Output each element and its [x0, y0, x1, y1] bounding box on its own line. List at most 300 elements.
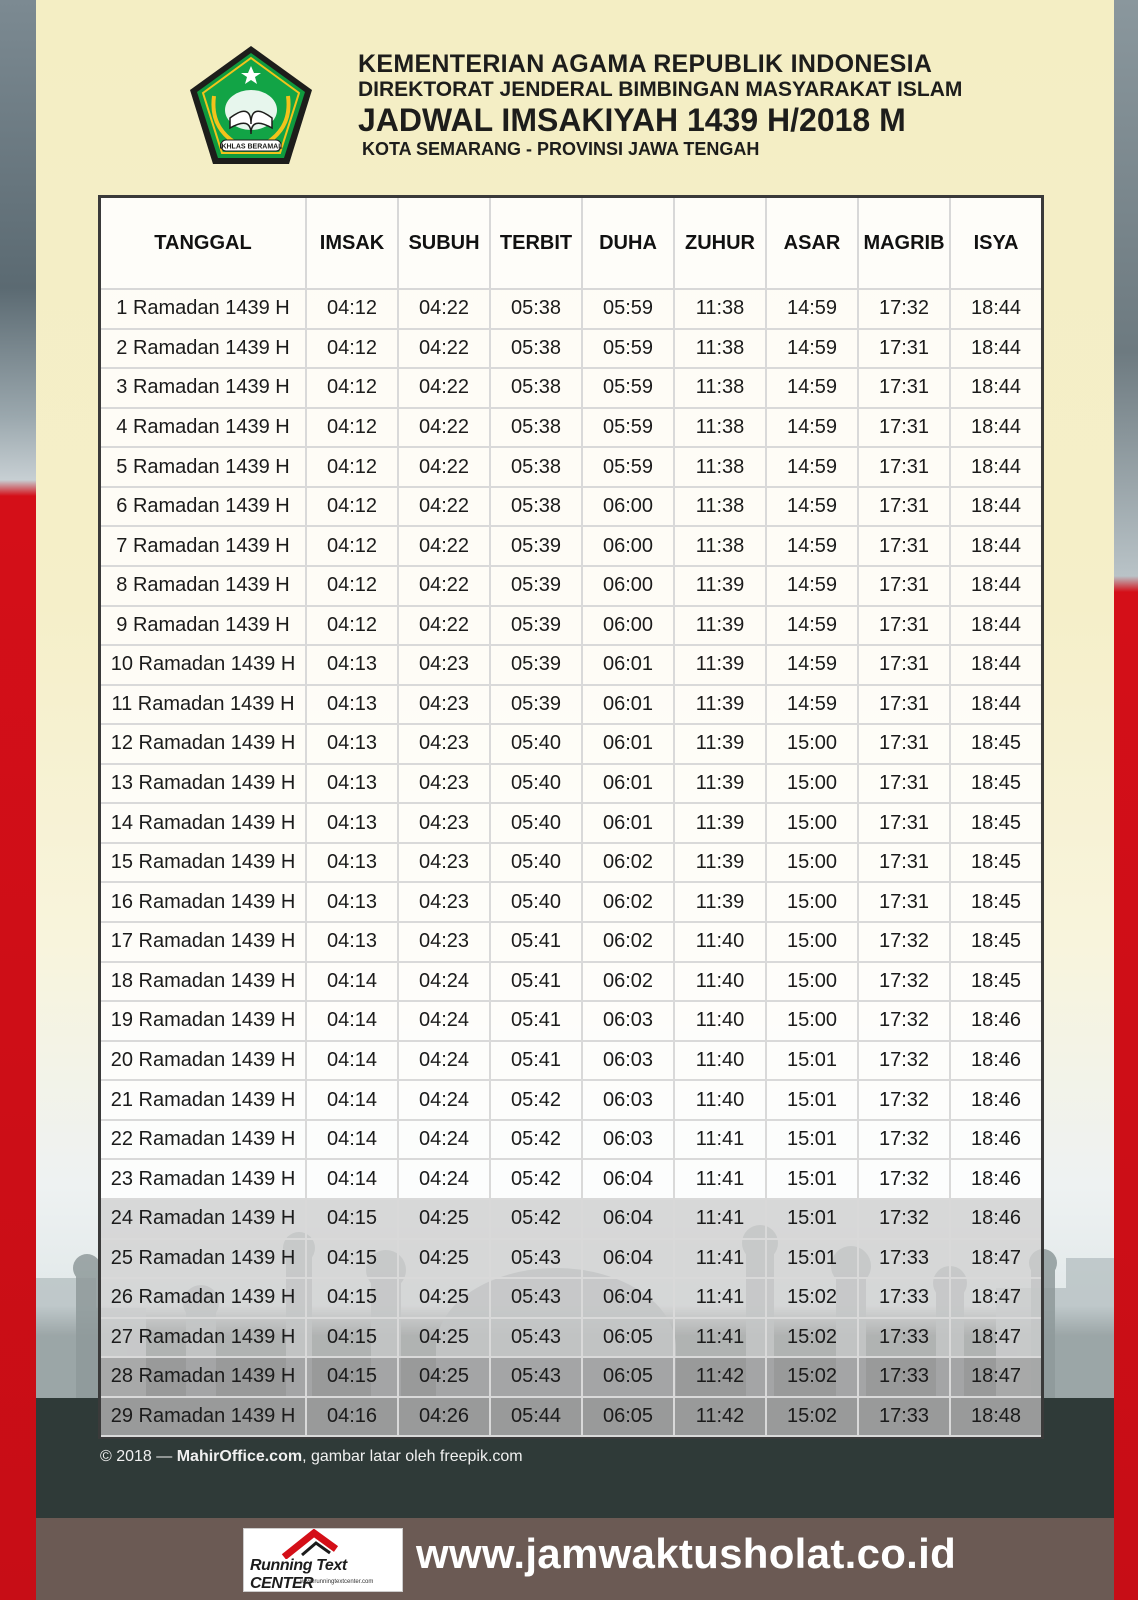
cell-duha: 06:04 — [582, 1239, 674, 1279]
cell-asar: 14:59 — [766, 329, 858, 369]
cell-isya: 18:45 — [950, 843, 1041, 883]
cell-zuhur: 11:39 — [674, 685, 766, 725]
table-row — [101, 329, 1041, 369]
cell-tanggal: 19 Ramadan 1439 H — [101, 1001, 306, 1041]
cell-magrib: 17:32 — [858, 1159, 950, 1199]
cell-isya: 18:46 — [950, 1001, 1041, 1041]
cell-duha: 06:01 — [582, 803, 674, 843]
cell-isya: 18:44 — [950, 685, 1041, 725]
table-row — [101, 1318, 1041, 1358]
cell-subuh: 04:22 — [398, 329, 490, 369]
table-header-row — [101, 198, 1041, 289]
kemenag-logo — [188, 44, 314, 168]
cell-zuhur: 11:40 — [674, 1080, 766, 1120]
cell-imsak: 04:14 — [306, 1080, 398, 1120]
cell-tanggal: 21 Ramadan 1439 H — [101, 1080, 306, 1120]
cell-terbit: 05:42 — [490, 1120, 582, 1160]
cell-subuh: 04:25 — [398, 1199, 490, 1239]
table-row — [101, 1397, 1041, 1437]
cell-subuh: 04:22 — [398, 368, 490, 408]
cell-imsak: 04:13 — [306, 882, 398, 922]
ministry-name: KEMENTERIAN AGAMA REPUBLIK INDONESIA — [358, 50, 933, 78]
cell-subuh: 04:25 — [398, 1239, 490, 1279]
cell-tanggal: 11 Ramadan 1439 H — [101, 685, 306, 725]
table-row — [101, 685, 1041, 725]
header — [36, 40, 1114, 180]
cell-isya: 18:44 — [950, 487, 1041, 527]
cell-zuhur: 11:39 — [674, 724, 766, 764]
cell-subuh: 04:23 — [398, 803, 490, 843]
cell-subuh: 04:24 — [398, 962, 490, 1002]
cell-terbit: 05:41 — [490, 1041, 582, 1081]
cell-tanggal: 10 Ramadan 1439 H — [101, 645, 306, 685]
cell-asar: 15:02 — [766, 1397, 858, 1437]
cell-magrib: 17:31 — [858, 803, 950, 843]
cell-magrib: 17:32 — [858, 922, 950, 962]
cell-magrib: 17:31 — [858, 408, 950, 448]
cell-asar: 15:01 — [766, 1159, 858, 1199]
cell-imsak: 04:12 — [306, 487, 398, 527]
cell-isya: 18:46 — [950, 1199, 1041, 1239]
cell-magrib: 17:31 — [858, 882, 950, 922]
table-row — [101, 487, 1041, 527]
cell-asar: 15:01 — [766, 1199, 858, 1239]
cell-terbit: 05:39 — [490, 566, 582, 606]
cell-subuh: 04:23 — [398, 764, 490, 804]
cell-asar: 15:02 — [766, 1357, 858, 1397]
cell-tanggal: 5 Ramadan 1439 H — [101, 447, 306, 487]
cell-duha: 06:01 — [582, 685, 674, 725]
cell-tanggal: 25 Ramadan 1439 H — [101, 1239, 306, 1279]
cell-terbit: 05:40 — [490, 803, 582, 843]
cell-zuhur: 11:42 — [674, 1357, 766, 1397]
cell-duha: 05:59 — [582, 447, 674, 487]
cell-zuhur: 11:40 — [674, 1001, 766, 1041]
cell-tanggal: 4 Ramadan 1439 H — [101, 408, 306, 448]
cell-imsak: 04:12 — [306, 566, 398, 606]
table-row — [101, 526, 1041, 566]
cell-magrib: 17:31 — [858, 724, 950, 764]
cell-asar: 15:01 — [766, 1080, 858, 1120]
cell-tanggal: 7 Ramadan 1439 H — [101, 526, 306, 566]
cell-subuh: 04:25 — [398, 1278, 490, 1318]
bottom-bar — [36, 1518, 1114, 1600]
cell-magrib: 17:33 — [858, 1397, 950, 1437]
cell-subuh: 04:25 — [398, 1357, 490, 1397]
copyright-site: MahirOffice.com — [176, 1448, 303, 1465]
table-row — [101, 1120, 1041, 1160]
cell-imsak: 04:13 — [306, 922, 398, 962]
cell-subuh: 04:23 — [398, 882, 490, 922]
cell-terbit: 05:40 — [490, 882, 582, 922]
cell-isya: 18:46 — [950, 1120, 1041, 1160]
cell-terbit: 05:38 — [490, 447, 582, 487]
cell-imsak: 04:13 — [306, 685, 398, 725]
cell-zuhur: 11:39 — [674, 566, 766, 606]
cell-imsak: 04:12 — [306, 606, 398, 646]
cell-duha: 06:04 — [582, 1199, 674, 1239]
cell-imsak: 04:15 — [306, 1199, 398, 1239]
cell-zuhur: 11:41 — [674, 1278, 766, 1318]
cell-duha: 06:01 — [582, 764, 674, 804]
cell-zuhur: 11:39 — [674, 803, 766, 843]
cell-zuhur: 11:41 — [674, 1120, 766, 1160]
cell-duha: 05:59 — [582, 289, 674, 329]
cell-isya: 18:44 — [950, 329, 1041, 369]
cell-duha: 05:59 — [582, 329, 674, 369]
cell-isya: 18:44 — [950, 606, 1041, 646]
cell-isya: 18:45 — [950, 724, 1041, 764]
cell-terbit: 05:43 — [490, 1278, 582, 1318]
cell-tanggal: 9 Ramadan 1439 H — [101, 606, 306, 646]
cell-subuh: 04:24 — [398, 1159, 490, 1199]
table-row — [101, 606, 1041, 646]
cell-imsak: 04:16 — [306, 1397, 398, 1437]
cell-asar: 14:59 — [766, 487, 858, 527]
cell-asar: 15:00 — [766, 922, 858, 962]
cell-imsak: 04:12 — [306, 329, 398, 369]
cell-terbit: 05:42 — [490, 1080, 582, 1120]
cell-magrib: 17:31 — [858, 645, 950, 685]
cell-duha: 06:03 — [582, 1001, 674, 1041]
table-row — [101, 724, 1041, 764]
cell-magrib: 17:31 — [858, 764, 950, 804]
cell-terbit: 05:38 — [490, 289, 582, 329]
cell-magrib: 17:31 — [858, 606, 950, 646]
table-row — [101, 1001, 1041, 1041]
cell-imsak: 04:14 — [306, 1120, 398, 1160]
cell-asar: 15:02 — [766, 1278, 858, 1318]
table-row — [101, 962, 1041, 1002]
table-row — [101, 882, 1041, 922]
cell-imsak: 04:13 — [306, 645, 398, 685]
cell-duha: 06:01 — [582, 724, 674, 764]
cell-isya: 18:46 — [950, 1080, 1041, 1120]
col-header-tanggal: TANGGAL — [101, 198, 306, 289]
cell-magrib: 17:31 — [858, 566, 950, 606]
cell-asar: 15:00 — [766, 803, 858, 843]
cell-terbit: 05:38 — [490, 368, 582, 408]
cell-tanggal: 14 Ramadan 1439 H — [101, 803, 306, 843]
website-url[interactable]: www.jamwaktusholat.co.id — [416, 1530, 957, 1577]
cell-duha: 05:59 — [582, 368, 674, 408]
cell-duha: 06:00 — [582, 566, 674, 606]
cell-subuh: 04:22 — [398, 606, 490, 646]
cell-subuh: 04:22 — [398, 526, 490, 566]
frame-left — [0, 0, 36, 1600]
cell-imsak: 04:13 — [306, 803, 398, 843]
cell-duha: 06:02 — [582, 882, 674, 922]
cell-duha: 06:05 — [582, 1318, 674, 1358]
table-row — [101, 1278, 1041, 1318]
cell-duha: 06:03 — [582, 1120, 674, 1160]
cell-asar: 14:59 — [766, 645, 858, 685]
cell-subuh: 04:23 — [398, 922, 490, 962]
cell-magrib: 17:32 — [858, 1001, 950, 1041]
cell-isya: 18:47 — [950, 1357, 1041, 1397]
cell-terbit: 05:44 — [490, 1397, 582, 1437]
cell-terbit: 05:38 — [490, 487, 582, 527]
cell-imsak: 04:15 — [306, 1318, 398, 1358]
cell-magrib: 17:31 — [858, 487, 950, 527]
cell-terbit: 05:41 — [490, 962, 582, 1002]
cell-subuh: 04:22 — [398, 289, 490, 329]
col-header-asar: ASAR — [766, 198, 858, 289]
cell-subuh: 04:23 — [398, 645, 490, 685]
cell-isya: 18:47 — [950, 1278, 1041, 1318]
cell-zuhur: 11:40 — [674, 922, 766, 962]
table-body — [101, 289, 1041, 1436]
rtc-brand: Running Text CENTER — [250, 1557, 347, 1592]
location: KOTA SEMARANG - PROVINSI JAWA TENGAH — [362, 139, 760, 159]
table-row — [101, 368, 1041, 408]
directorate-name: DIREKTORAT JENDERAL BIMBINGAN MASYARAKAT ISLAM — [358, 78, 963, 101]
table-row — [101, 803, 1041, 843]
cell-magrib: 17:33 — [858, 1278, 950, 1318]
cell-duha: 06:04 — [582, 1159, 674, 1199]
cell-subuh: 04:23 — [398, 724, 490, 764]
cell-subuh: 04:22 — [398, 566, 490, 606]
cell-zuhur: 11:41 — [674, 1199, 766, 1239]
cell-magrib: 17:31 — [858, 526, 950, 566]
cell-imsak: 04:12 — [306, 526, 398, 566]
cell-isya: 18:44 — [950, 289, 1041, 329]
cell-tanggal: 24 Ramadan 1439 H — [101, 1199, 306, 1239]
cell-subuh: 04:22 — [398, 487, 490, 527]
cell-subuh: 04:22 — [398, 408, 490, 448]
cell-magrib: 17:32 — [858, 962, 950, 1002]
cell-magrib: 17:32 — [858, 1199, 950, 1239]
cell-tanggal: 16 Ramadan 1439 H — [101, 882, 306, 922]
cell-imsak: 04:12 — [306, 368, 398, 408]
col-header-subuh: SUBUH — [398, 198, 490, 289]
cell-tanggal: 13 Ramadan 1439 H — [101, 764, 306, 804]
table-row — [101, 1041, 1041, 1081]
cell-zuhur: 11:38 — [674, 447, 766, 487]
cell-tanggal: 17 Ramadan 1439 H — [101, 922, 306, 962]
cell-zuhur: 11:38 — [674, 408, 766, 448]
table-row — [101, 1080, 1041, 1120]
table-row — [101, 922, 1041, 962]
cell-isya: 18:44 — [950, 447, 1041, 487]
cell-duha: 06:05 — [582, 1397, 674, 1437]
cell-isya: 18:45 — [950, 882, 1041, 922]
cell-duha: 06:02 — [582, 962, 674, 1002]
table-row — [101, 645, 1041, 685]
cell-duha: 06:03 — [582, 1041, 674, 1081]
cell-subuh: 04:24 — [398, 1080, 490, 1120]
cell-zuhur: 11:40 — [674, 962, 766, 1002]
table-row — [101, 1199, 1041, 1239]
cell-zuhur: 11:41 — [674, 1239, 766, 1279]
cell-imsak: 04:14 — [306, 1041, 398, 1081]
cell-duha: 06:05 — [582, 1357, 674, 1397]
table-row — [101, 764, 1041, 804]
cell-isya: 18:47 — [950, 1318, 1041, 1358]
cell-magrib: 17:32 — [858, 1041, 950, 1081]
cell-zuhur: 11:39 — [674, 843, 766, 883]
cell-terbit: 05:40 — [490, 764, 582, 804]
cell-terbit: 05:42 — [490, 1199, 582, 1239]
cell-duha: 06:00 — [582, 526, 674, 566]
cell-asar: 14:59 — [766, 368, 858, 408]
copyright-suffix: , gambar latar oleh freepik.com — [302, 1448, 523, 1465]
cell-zuhur: 11:39 — [674, 764, 766, 804]
rtc-roof-icon — [244, 1529, 404, 1559]
cell-imsak: 04:13 — [306, 764, 398, 804]
cell-magrib: 17:32 — [858, 1120, 950, 1160]
table-row — [101, 843, 1041, 883]
cell-terbit: 05:43 — [490, 1239, 582, 1279]
table-row — [101, 566, 1041, 606]
cell-isya: 18:44 — [950, 526, 1041, 566]
cell-magrib: 17:33 — [858, 1239, 950, 1279]
cell-duha: 06:01 — [582, 645, 674, 685]
cell-asar: 15:01 — [766, 1041, 858, 1081]
cell-subuh: 04:24 — [398, 1041, 490, 1081]
cell-terbit: 05:39 — [490, 526, 582, 566]
cell-duha: 06:00 — [582, 606, 674, 646]
running-text-center-logo — [243, 1528, 403, 1592]
cell-imsak: 04:12 — [306, 447, 398, 487]
cell-isya: 18:44 — [950, 645, 1041, 685]
cell-tanggal: 28 Ramadan 1439 H — [101, 1357, 306, 1397]
logo-motto: IKHLAS BERAMAL — [219, 143, 283, 151]
table-row — [101, 1239, 1041, 1279]
cell-asar: 15:02 — [766, 1318, 858, 1358]
table-row — [101, 1357, 1041, 1397]
copyright-prefix: © 2018 — — [100, 1448, 177, 1465]
cell-asar: 14:59 — [766, 685, 858, 725]
table-row — [101, 408, 1041, 448]
cell-zuhur: 11:39 — [674, 606, 766, 646]
cell-tanggal: 29 Ramadan 1439 H — [101, 1397, 306, 1437]
cell-tanggal: 1 Ramadan 1439 H — [101, 289, 306, 329]
cell-duha: 06:00 — [582, 487, 674, 527]
cell-duha: 05:59 — [582, 408, 674, 448]
table-row — [101, 1159, 1041, 1199]
cell-imsak: 04:12 — [306, 408, 398, 448]
cell-asar: 15:00 — [766, 882, 858, 922]
cell-isya: 18:45 — [950, 962, 1041, 1002]
cell-zuhur: 11:38 — [674, 526, 766, 566]
cell-isya: 18:47 — [950, 1239, 1041, 1279]
cell-subuh: 04:24 — [398, 1120, 490, 1160]
cell-tanggal: 15 Ramadan 1439 H — [101, 843, 306, 883]
cell-isya: 18:44 — [950, 368, 1041, 408]
cell-tanggal: 18 Ramadan 1439 H — [101, 962, 306, 1002]
cell-magrib: 17:31 — [858, 329, 950, 369]
cell-imsak: 04:14 — [306, 1001, 398, 1041]
cell-zuhur: 11:39 — [674, 882, 766, 922]
cell-zuhur: 11:38 — [674, 329, 766, 369]
cell-subuh: 04:25 — [398, 1318, 490, 1358]
cell-tanggal: 2 Ramadan 1439 H — [101, 329, 306, 369]
cell-duha: 06:04 — [582, 1278, 674, 1318]
cell-asar: 14:59 — [766, 566, 858, 606]
cell-zuhur: 11:38 — [674, 368, 766, 408]
cell-zuhur: 11:38 — [674, 289, 766, 329]
cell-asar: 14:59 — [766, 526, 858, 566]
cell-tanggal: 20 Ramadan 1439 H — [101, 1041, 306, 1081]
cell-terbit: 05:39 — [490, 645, 582, 685]
cell-terbit: 05:41 — [490, 1001, 582, 1041]
col-header-zuhur: ZUHUR — [674, 198, 766, 289]
cell-asar: 15:01 — [766, 1239, 858, 1279]
cell-magrib: 17:31 — [858, 368, 950, 408]
cell-duha: 06:02 — [582, 922, 674, 962]
cell-zuhur: 11:41 — [674, 1318, 766, 1358]
cell-isya: 18:45 — [950, 764, 1041, 804]
cell-tanggal: 23 Ramadan 1439 H — [101, 1159, 306, 1199]
cell-magrib: 17:31 — [858, 685, 950, 725]
cell-asar: 14:59 — [766, 289, 858, 329]
cell-imsak: 04:14 — [306, 962, 398, 1002]
copyright-note — [100, 1448, 523, 1466]
cell-zuhur: 11:41 — [674, 1159, 766, 1199]
cell-isya: 18:46 — [950, 1159, 1041, 1199]
schedule-table-wrapper — [98, 195, 1044, 1439]
cell-asar: 15:00 — [766, 724, 858, 764]
cell-zuhur: 11:40 — [674, 1041, 766, 1081]
cell-tanggal: 6 Ramadan 1439 H — [101, 487, 306, 527]
cell-subuh: 04:22 — [398, 447, 490, 487]
imsakiyah-table — [101, 198, 1041, 1437]
cell-zuhur: 11:39 — [674, 645, 766, 685]
col-header-terbit: TERBIT — [490, 198, 582, 289]
cell-terbit: 05:38 — [490, 329, 582, 369]
col-header-magrib: MAGRIB — [858, 198, 950, 289]
cell-terbit: 05:43 — [490, 1318, 582, 1358]
cell-asar: 15:00 — [766, 962, 858, 1002]
cell-tanggal: 8 Ramadan 1439 H — [101, 566, 306, 606]
cell-terbit: 05:40 — [490, 724, 582, 764]
cell-subuh: 04:26 — [398, 1397, 490, 1437]
cell-isya: 18:44 — [950, 408, 1041, 448]
cell-subuh: 04:23 — [398, 843, 490, 883]
cell-tanggal: 22 Ramadan 1439 H — [101, 1120, 306, 1160]
cell-imsak: 04:15 — [306, 1239, 398, 1279]
cell-asar: 15:00 — [766, 843, 858, 883]
cell-zuhur: 11:38 — [674, 487, 766, 527]
cell-imsak: 04:15 — [306, 1357, 398, 1397]
cell-magrib: 17:31 — [858, 447, 950, 487]
cell-terbit: 05:42 — [490, 1159, 582, 1199]
cell-asar: 14:59 — [766, 606, 858, 646]
cell-asar: 14:59 — [766, 447, 858, 487]
col-header-duha: DUHA — [582, 198, 674, 289]
table-row — [101, 289, 1041, 329]
cell-terbit: 05:38 — [490, 408, 582, 448]
cell-tanggal: 3 Ramadan 1439 H — [101, 368, 306, 408]
col-header-isya: ISYA — [950, 198, 1041, 289]
cell-isya: 18:46 — [950, 1041, 1041, 1081]
cell-imsak: 04:13 — [306, 843, 398, 883]
table-row — [101, 447, 1041, 487]
cell-terbit: 05:39 — [490, 606, 582, 646]
cell-isya: 18:44 — [950, 566, 1041, 606]
cell-magrib: 17:32 — [858, 1080, 950, 1120]
cell-isya: 18:45 — [950, 922, 1041, 962]
cell-imsak: 04:14 — [306, 1159, 398, 1199]
cell-asar: 14:59 — [766, 408, 858, 448]
cell-terbit: 05:41 — [490, 922, 582, 962]
cell-terbit: 05:43 — [490, 1357, 582, 1397]
cell-terbit: 05:40 — [490, 843, 582, 883]
poster — [36, 0, 1114, 1518]
cell-asar: 15:00 — [766, 764, 858, 804]
cell-isya: 18:48 — [950, 1397, 1041, 1437]
